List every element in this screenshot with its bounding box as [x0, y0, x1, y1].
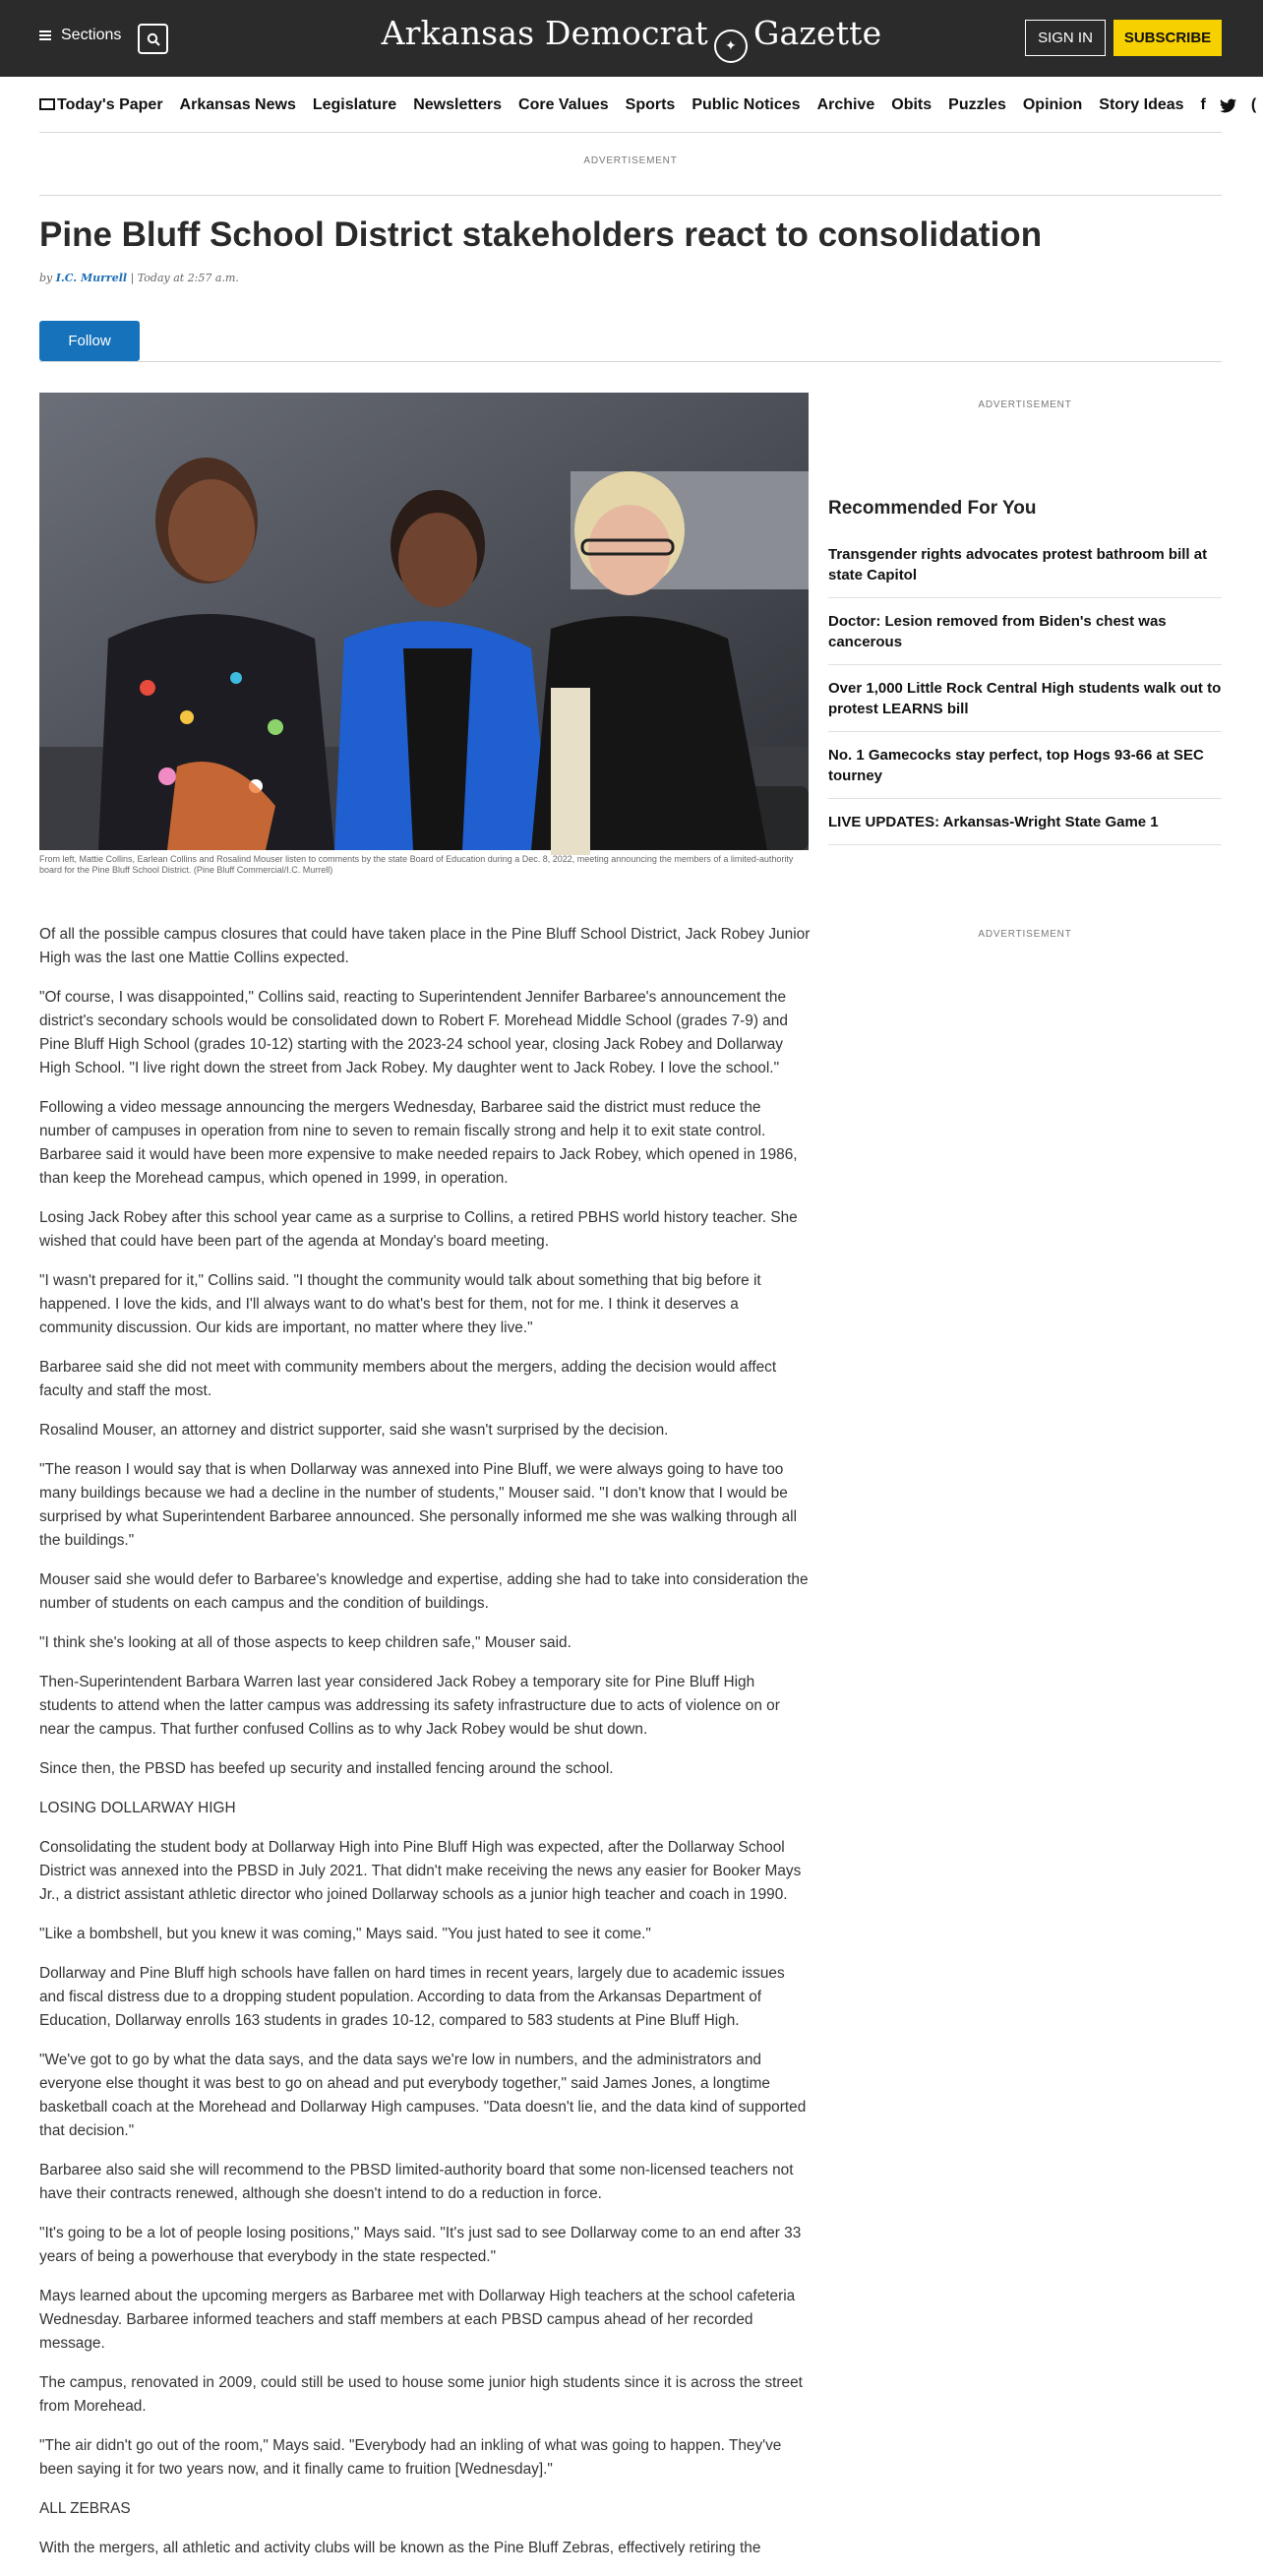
article-paragraph: "We've got to go by what the data says, and the data says we're low in numbers, and the administrators and everyone else thought it was best to go on ahead and put everybody together," said James Jones, a longtime basketball coach at the Morehead and Dollarway High campuses. "Data doesn't lie, and the data kind of supported that decision.": [39, 2052, 807, 2139]
nav-divider: [39, 132, 1222, 133]
nav-item-newsletters[interactable]: Newsletters: [413, 96, 503, 113]
top-ad-label: ADVERTISEMENT: [583, 155, 678, 166]
sidebar-ad-label: ADVERTISEMENT: [978, 399, 1072, 410]
nav-item-todays-paper[interactable]: Today's Paper: [39, 96, 163, 114]
newspaper-icon: [39, 98, 55, 110]
article-paragraph: Losing Jack Robey after this school year came as a surprise to Collins, a retired PBHS world history teacher. She wished that could have been part of the agenda at Monday's board meeting.: [39, 1209, 798, 1250]
sidebar-ad-label-2: ADVERTISEMENT: [978, 929, 1072, 940]
twitter-icon[interactable]: [1220, 98, 1237, 113]
article-paragraph: Then-Superintendent Barbara Warren last year considered Jack Robey a temporary site for Pine Bluff High students to attend when the latter campus was addressing its safety infrastructure due to acts of violence on or near the campus. That further confused Collins as to why Jack Robey would be shut down.: [39, 1674, 780, 1738]
nav-item-opinion[interactable]: Opinion: [1022, 96, 1083, 113]
article-paragraph: LOSING DOLLARWAY HIGH: [39, 1800, 236, 1816]
article-title: Pine Bluff School District stakeholders react to consolidation: [39, 215, 1043, 254]
article-paragraph: Since then, the PBSD has beefed up security and installed fencing around the school.: [39, 1760, 614, 1777]
nav-item-public-notices[interactable]: Public Notices: [692, 96, 801, 113]
article-paragraph: Mouser said she would defer to Barbaree's knowledge and expertise, adding she had to take into consideration the number of students on each campus and the condition of buildings.: [39, 1571, 809, 1612]
photo-illustration: [39, 393, 809, 850]
main-navigation: [39, 91, 1263, 120]
article-paragraph: "Of course, I was disappointed," Collins said, reacting to Superintendent Jennifer Barbaree's announcement the district's secondary schools would be consolidated down to Robert F. Morehead Middle School (grades 7-9) and Pine Bluff High School (grades 10-12) starting with the 2023-24 school year, closing Jack Robey and Dollarway High School. "I live right down the street from Jack Robey. My daughter went to Jack Robey. I love the school.": [39, 989, 788, 1076]
nav-item-legislature[interactable]: Legislature: [312, 96, 397, 113]
article-paragraph: With the mergers, all athletic and activity clubs will be known as the Pine Bluff Zebras, effectively retiring the: [39, 2540, 761, 2556]
ad-divider: [39, 195, 1222, 196]
article-paragraph: Dollarway and Pine Bluff high schools have fallen on hard times in recent years, largely due to academic issues and fiscal distress due to a dropping student population. According to data from the Arkansas Department of Education, Dollarway enrolls 163 students in grades 10-12, compared to 583 students at Pine Bluff High.: [39, 1965, 785, 2029]
article-paragraph: Barbaree said she did not meet with community members about the mergers, adding the decision would affect faculty and staff the most.: [39, 1359, 777, 1399]
article-paragraph: Rosalind Mouser, an attorney and district supporter, said she wasn't surprised by the decision.: [39, 1422, 669, 1439]
recommended-item[interactable]: Over 1,000 Little Rock Central High students walk out to protest LEARNS bill: [828, 675, 1222, 732]
article-paragraph: "The reason I would say that is when Dollarway was annexed into Pine Bluff, we were always going to have too many buildings because we had a decline in the number of students," Mouser said. "I don't know that I would be surprised by what Superintendent Barbaree announced. She personally informed me she was walking through all the buildings.": [39, 1461, 797, 1549]
photo-caption: From left, Mattie Collins, Earlean Collins and Rosalind Mouser listen to comments by the state Board of Education during a Dec. 8, 2022, meeting announcing the members of a limited-authority board for the Pine Bluff School District. (Pine Bluff Commercial/I.C. Murrell): [39, 854, 794, 875]
article-paragraph: "I think she's looking at all of those aspects to keep children safe," Mouser said.: [39, 1634, 571, 1651]
seal-icon: ✦: [714, 30, 748, 63]
nav-item-story-ideas[interactable]: Story Ideas: [1099, 96, 1184, 113]
article-paragraph: "It's going to be a lot of people losing positions," Mays said. "It's just sad to see Dollarway come to an end after 33 years of being a powerhouse that everybody in the state respected.": [39, 2225, 802, 2265]
follow-button[interactable]: Follow: [39, 321, 140, 361]
sign-in-button[interactable]: SIGN IN: [1025, 20, 1106, 56]
article-body: [39, 923, 812, 2576]
byline-divider: [39, 361, 1222, 362]
more-icon[interactable]: (: [1250, 96, 1257, 113]
recommended-item[interactable]: No. 1 Gamecocks stay perfect, top Hogs 93-66 at SEC tourney: [828, 742, 1222, 799]
article-paragraph: Following a video message announcing the mergers Wednesday, Barbaree said the district must reduce the number of campuses in operation from nine to seven to remain fiscally strong and help it to exit state control. Barbaree said it would have been more expensive to make needed repairs to Jack Robey, which opened in 1986, than keep the Morehead campus, which opened in 1999, in operation.: [39, 1099, 798, 1187]
article-paragraph: "Like a bombshell, but you knew it was coming," Mays said. "You just hated to see it come.": [39, 1926, 651, 1942]
nav-item-puzzles[interactable]: Puzzles: [948, 96, 1006, 113]
author-link[interactable]: I.C. Murrell: [55, 272, 128, 284]
article-paragraph: Barbaree also said she will recommend to the PBSD limited-authority board that some non-licensed teachers not have their contracts renewed, although she doesn't intend to do a reduction in force.: [39, 2162, 794, 2202]
nav-item-core-values[interactable]: Core Values: [518, 96, 609, 113]
subscribe-button[interactable]: SUBSCRIBE: [1113, 20, 1222, 56]
article-paragraph: ALL ZEBRAS: [39, 2500, 131, 2517]
nav-item-arkansas-news[interactable]: Arkansas News: [179, 96, 296, 113]
article-paragraph: The campus, renovated in 2009, could still be used to house some junior high students since it is across the street from Morehead.: [39, 2374, 803, 2415]
facebook-icon[interactable]: f: [1200, 96, 1206, 113]
nav-item-obits[interactable]: Obits: [891, 96, 932, 113]
nav-item-archive[interactable]: Archive: [816, 96, 875, 113]
recommended-item[interactable]: Transgender rights advocates protest bathroom bill at state Capitol: [828, 541, 1222, 598]
masthead-left: Arkansas Democrat: [381, 14, 708, 52]
recommended-title: Recommended For You: [828, 498, 1037, 519]
article-photo: [39, 393, 809, 850]
article-paragraph: Of all the possible campus closures that could have taken place in the Pine Bluff School District, Jack Robey Junior High was the last one Mattie Collins expected.: [39, 926, 811, 966]
sections-label: Sections: [61, 27, 122, 43]
article-paragraph: Consolidating the student body at Dollarway High into Pine Bluff High was expected, after the Dollarway School District was annexed into the PBSD in July 2021. That didn't make receiving the news any easier for Booker Mays Jr., a district assistant athletic director who joined Dollarway schools as a junior high teacher and coach in 1990.: [39, 1839, 802, 1903]
nav-item-sports[interactable]: Sports: [625, 96, 676, 113]
recommended-item[interactable]: Doctor: Lesion removed from Biden's chest was cancerous: [828, 608, 1222, 665]
recommended-list: [828, 541, 1222, 855]
social-links: [1201, 96, 1257, 114]
top-header-bar: [0, 0, 1263, 77]
timestamp: | Today at 2:57 a.m.: [130, 272, 239, 284]
article-paragraph: "The air didn't go out of the room," Mays said. "Everybody had an inkling of what was going to happen. They've been saying it for two years now, and it finally came to fruition [Wednesday].": [39, 2437, 782, 2478]
article-paragraph: "I wasn't prepared for it," Collins said. "I thought the community would talk about something that big before it happened. I love the kids, and I'll always want to do what's best for them, not for me. I think it deserves a community discussion. Our kids are important, no matter where they live.": [39, 1272, 761, 1336]
recommended-item[interactable]: LIVE UPDATES: Arkansas-Wright State Game 1: [828, 809, 1222, 845]
byline: by I.C. Murrell | Today at 2:57 a.m.: [39, 272, 239, 284]
article-paragraph: Mays learned about the upcoming mergers as Barbaree met with Dollarway High teachers at the school cafeteria Wednesday. Barbaree informed teachers and staff members at each PBSD campus ahead of her recorded message.: [39, 2288, 796, 2352]
masthead-right: Gazette: [752, 14, 882, 52]
